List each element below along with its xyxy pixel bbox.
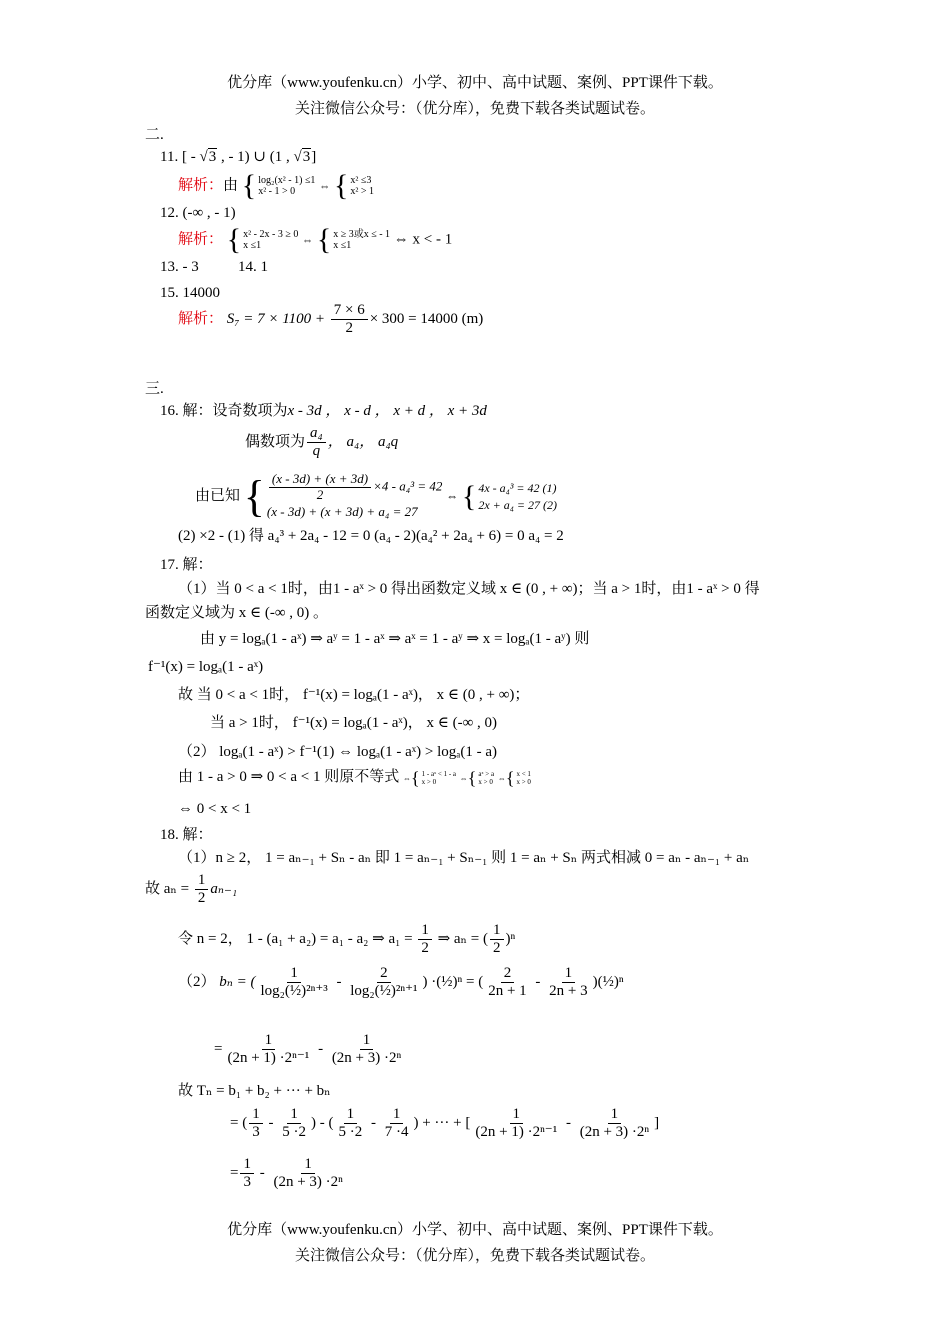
q18-p7: = ( $\frac{1}{3}$ - $\frac{1}{5 \cdot 2}$ ) - ( $\frac{1}{5 \cdot 2}$ - $\frac{1}{7 \cdot 4}$ ) + ··· + [ $\frac{1}{\text{(2n + 1) ·2ⁿ⁻¹}}$ - $\frac{1}{\text{(2n + 3) ·2ⁿ}}$ ] [230,1106,660,1141]
q17-p9: ⇔ 0 < x < 1 [178,801,252,817]
q18-title: 18. 解： [160,827,213,843]
q17-p5: 故 当 0 < a < 1时， f⁻¹(x) = logₐ(1 - aˣ)， x ∈ (0 , + ∞)； [178,687,530,703]
q17-p2: 函数定义域为 x ∈ (-∞ , 0) 。 [145,605,329,621]
q17-p3: 由 y = logₐ(1 - aˣ) ⇒ aʸ = 1 - aˣ ⇒ aˣ = 1 - aʸ ⇒ x = logₐ(1 - aʸ) 则 [200,631,590,647]
q16-line-1: 16. 解：设奇数项为x - 3d ， x - d ， x + d ， x + 3d [160,403,487,419]
q18-p4: （2） bₙ = ( $\frac{1}{\text{log₂(½)²ⁿ⁺³}}$ - $\frac{2}{\text{log₂(½)²ⁿ⁺¹}}$ ) ·(½)ⁿ = ( $\frac{2}{2n + 1}$ - $\frac{1}{2n + 3}$ )(½)ⁿ [178,965,624,1000]
footer-line-2: 关注微信公众号：（优分库），免费下载各类试题试卷。 [294,1248,655,1264]
q16-system: 由已知 { $\frac{(x - 3d) + (x + 3d)}{2}$ ×4 - a₄³ = 42 (x - 3d) + (x + 3d) + a₄ = 27 ⇔ { 4x - a₄³ = 42 (1) 2x + a₄ = 27 (2) [195,471,558,521]
q16-line-2: 偶数项为 $\frac{\text{a₄}}{q}$ ， a₄， a₄q [245,425,399,460]
q18-p5: = $\frac{1}{\text{(2n + 1) ·2ⁿ⁻¹}}$ - $\frac{1}{\text{(2n + 3) ·2ⁿ}}$ [214,1032,402,1067]
q11-answer: 11. [ - √3 , - 1) ∪ (1 , √3] [160,149,317,165]
section-3-heading: 三. [145,381,164,397]
q17-p7: （2） logₐ(1 - aˣ) > f⁻¹(1) ⇔ logₐ(1 - aˣ) > logₐ(1 - a) [178,744,497,760]
section-2-heading: 二. [145,127,164,143]
footer-line-1: 优分库（www.youfenku.cn）小学、初中、高中试题、案例、PPT课件下载。 [227,1222,723,1238]
q11-analysis: 解析：由 { log₂(x² - 1) ≤1 x² - 1 > 0 ⇔ { x² ≤3 x² > 1 [178,169,374,202]
q18-p3: 令 n = 2， 1 - (a₁ + a₂) = a₁ - a₂ ⇒ a₁ = $\frac{1}{2}$ ⇒ aₙ = ( $\frac{1}{2}$ )ⁿ [178,922,516,957]
header-line-2: 关注微信公众号：（优分库），免费下载各类试题试卷。 [294,101,655,117]
q17-p6: 当 a > 1时， f⁻¹(x) = logₐ(1 - aˣ)， x ∈ (-∞ , 0) [210,715,498,731]
q17-p4: f⁻¹(x) = logₐ(1 - aˣ) [148,659,264,675]
q18-p6: 故 Tₙ = b₁ + b₂ + ··· + bₙ [178,1083,331,1099]
header-line-1: 优分库（www.youfenku.cn）小学、初中、高中试题、案例、PPT课件下载。 [227,75,723,91]
q15-analysis: 解析： S₇ = 7 × 1100 + $\frac{7 \times 6}{2}$ × 300 = 14000 (m) [178,302,484,337]
q18-p8: = $\frac{1}{3}$ - $\frac{1}{\text{(2n + 3) ·2ⁿ}}$ [230,1156,343,1191]
q15-answer: 15. 14000 [160,285,220,301]
q12-answer: 12. (-∞ , - 1) [160,205,236,221]
q14-answer: 14. 1 [238,259,268,275]
q13-answer: 13. - 3 [160,259,199,275]
q18-p1: （1）n ≥ 2， 1 = aₙ₋₁ + Sₙ - aₙ 即 1 = aₙ₋₁ + Sₙ₋₁ 则 1 = aₙ + Sₙ 两式相减 0 = aₙ - aₙ₋₁ + aₙ [178,850,750,866]
q16-line-4: (2) ×2 - (1) 得 a₄³ + 2a₄ - 12 = 0 (a₄ - 2)(a₄² + 2a₄ + 6) = 0 a₄ = 2 [178,528,564,544]
q17-p1: （1）当 0 < a < 1时，由1 - aˣ > 0 得出函数定义域 x ∈ (0 , + ∞)；当 a > 1时，由1 - aˣ > 0 得 [178,581,760,597]
q18-p2: 故 aₙ = $\frac{1}{2}$ aₙ₋₁ [145,872,238,907]
q17-p8: 由 1 - a > 0 ⇒ 0 < a < 1 则原不等式 ⇔{ 1 - aˣ < 1 - a x > 0 ⇔{ aˣ > a x > 0 ⇔{ x < 1 x > 0 [178,767,531,788]
q17-title: 17. 解： [160,557,213,573]
q12-analysis: 解析： { x² - 2x - 3 ≥ 0 x ≤1 ⇔ { x ≥ 3或x ≤ - 1 x ≤1 ⇔ x < - 1 [178,223,453,256]
